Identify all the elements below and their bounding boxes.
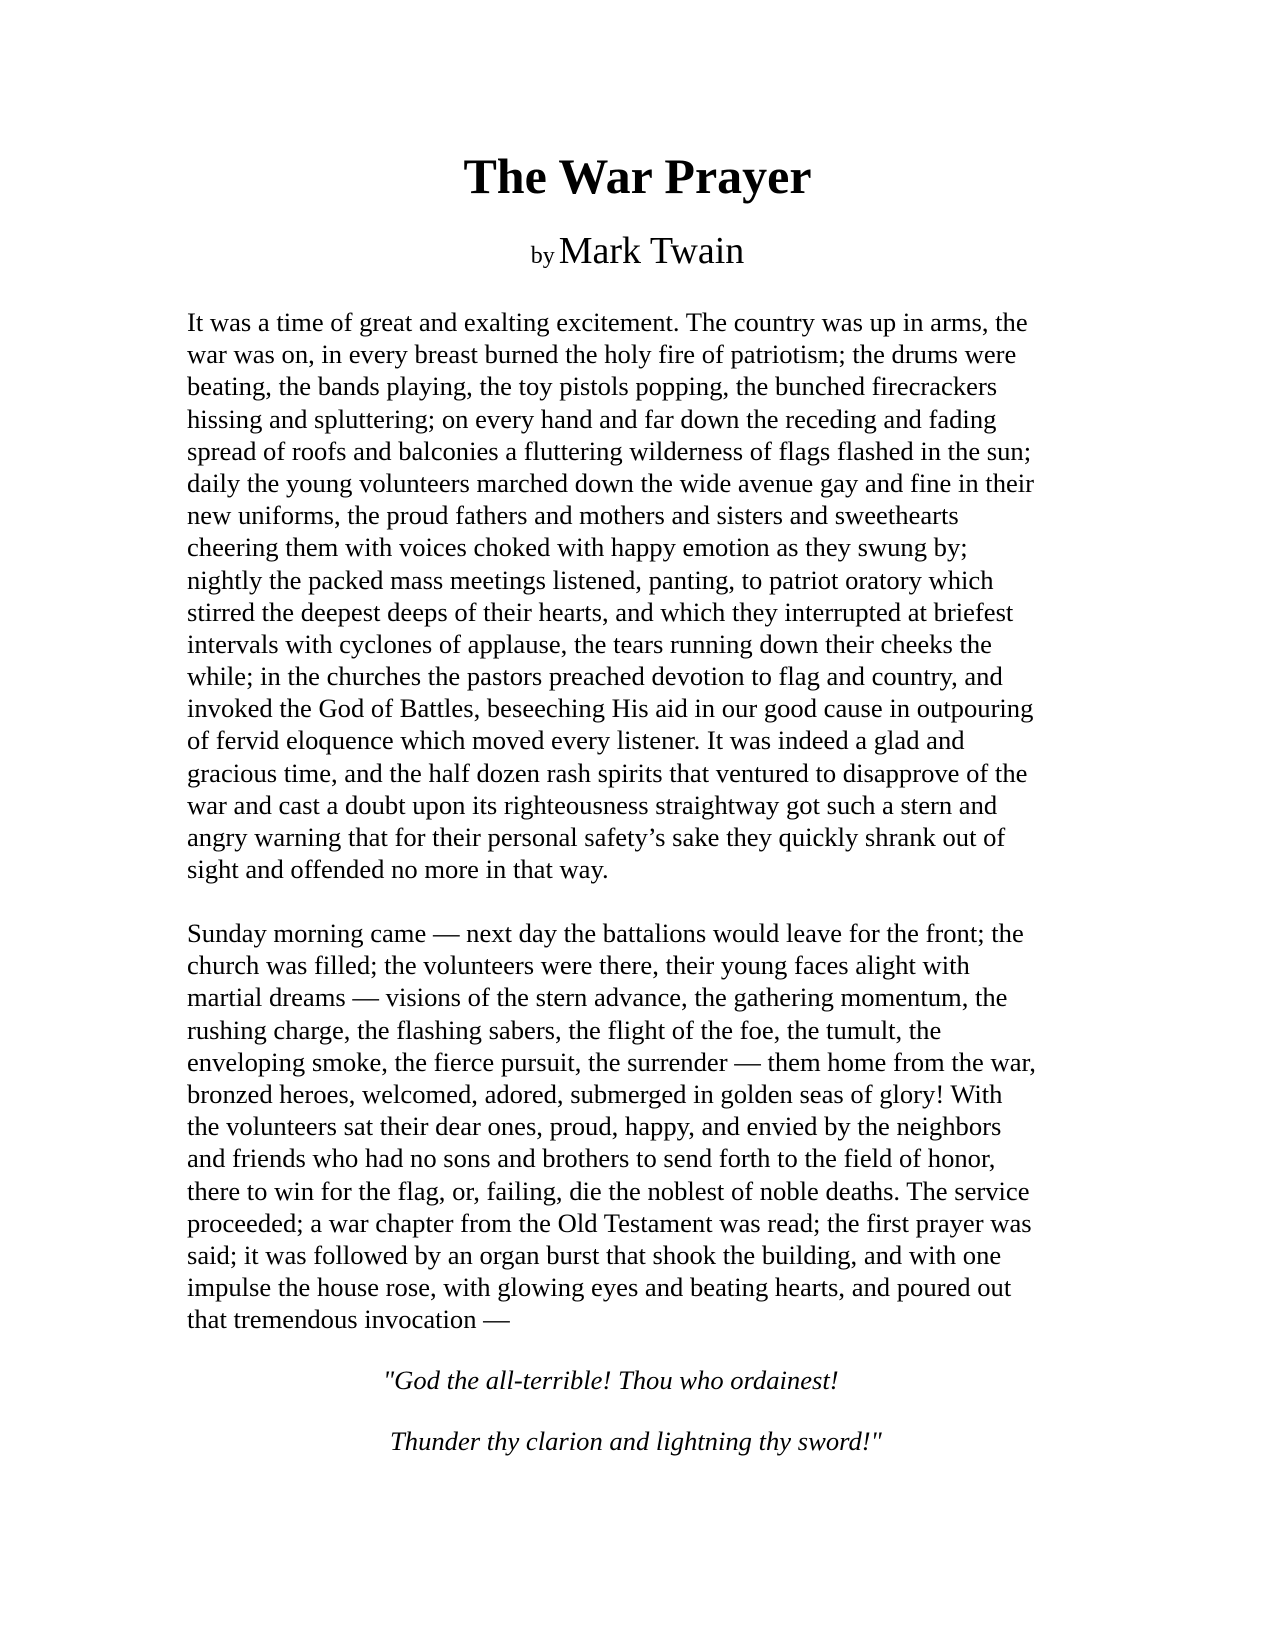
text-line: rushing charge, the flashing sabers, the flight of the foe, the tumult, the [187,1014,942,1045]
text-line: intervals with cyclones of applause, the tears running down their cheeks the [187,628,992,659]
text-line: invoked the God of Battles, beseeching His aid in our good cause in outpouring [187,693,1034,724]
byline-prefix: by [530,243,555,269]
text-line: impulse the house rose, with glowing eyes and beating hearts, and poured out [187,1272,1012,1303]
text-line: hissing and spluttering; on every hand and far down the receding and fading [187,403,997,434]
text-line: church was filled; the volunteers were there, their young faces alight with [187,950,970,981]
verse-line-2: Thunder thy clarion and lightning thy sword!" [390,1426,882,1456]
text-line: said; it was followed by an organ burst that shook the building, and with one [187,1239,1002,1270]
paragraph-2 [187,917,1087,1335]
text-line: gracious time, and the half dozen rash spirits that ventured to disapprove of the [187,757,1028,788]
text-line: spread of roofs and balconies a fluttering wilderness of flags flashed in the sun; [187,435,1032,466]
text-line: the volunteers sat their dear ones, proud, happy, and envied by the neighbors [187,1111,1002,1142]
text-line: and friends who had no sons and brothers to send forth to the field of honor, [187,1143,996,1174]
text-line: war and cast a doubt upon its righteousness straightway got such a stern and [187,789,998,820]
text-line: proceeded; a war chapter from the Old Testament was read; the first prayer was [187,1207,1032,1238]
text-line: It was a time of great and exalting excitement. The country was up in arms, the [187,307,1028,337]
text-line: angry warning that for their personal safety’s sake they quickly shrank out of [187,822,1006,852]
text-line: there to win for the flag, or, failing, die the noblest of noble deaths. The service [187,1175,1030,1206]
text-line: martial dreams — visions of the stern advance, the gathering momentum, the [187,982,1008,1013]
text-line: sight and offended no more in that way. [187,854,609,885]
text-line: stirred the deepest deeps of their hearts, and which they interrupted at briefest [187,596,1014,627]
text-line: cheering them with voices choked with happy emotion as they swung by; [187,532,968,563]
byline [0,228,1275,282]
author-name: Mark Twain [558,230,745,272]
text-line: enveloping smoke, the fierce pursuit, the surrender — them home from the war, [187,1046,1036,1077]
verse-line-1: "God the all-terrible! Thou who ordainest! [383,1365,839,1395]
text-line: beating, the bands playing, the toy pistols popping, the bunched firecrackers [187,371,998,402]
text-line: of fervid eloquence which moved every listener. It was indeed a glad and [187,725,965,756]
text-line: war was on, in every breast burned the holy fire of patriotism; the drums were [187,339,1017,370]
text-line: while; in the churches the pastors preached devotion to flag and country, and [187,661,1003,692]
text-line: Sunday morning came — next day the battalions would leave for the front; the [187,918,1024,948]
text-line: daily the young volunteers marched down the wide avenue gay and fine in their [187,467,1035,498]
text-line: nightly the packed mass meetings listened, panting, to patriot oratory which [187,564,994,595]
paragraph-1 [187,306,1087,885]
text-line: bronzed heroes, welcomed, adored, submerged in golden seas of glory! With [187,1078,1003,1109]
text-line: new uniforms, the proud fathers and mothers and sisters and sweethearts [187,500,959,531]
document-title: The War Prayer [463,148,812,204]
text-line: that tremendous invocation — [187,1304,510,1335]
